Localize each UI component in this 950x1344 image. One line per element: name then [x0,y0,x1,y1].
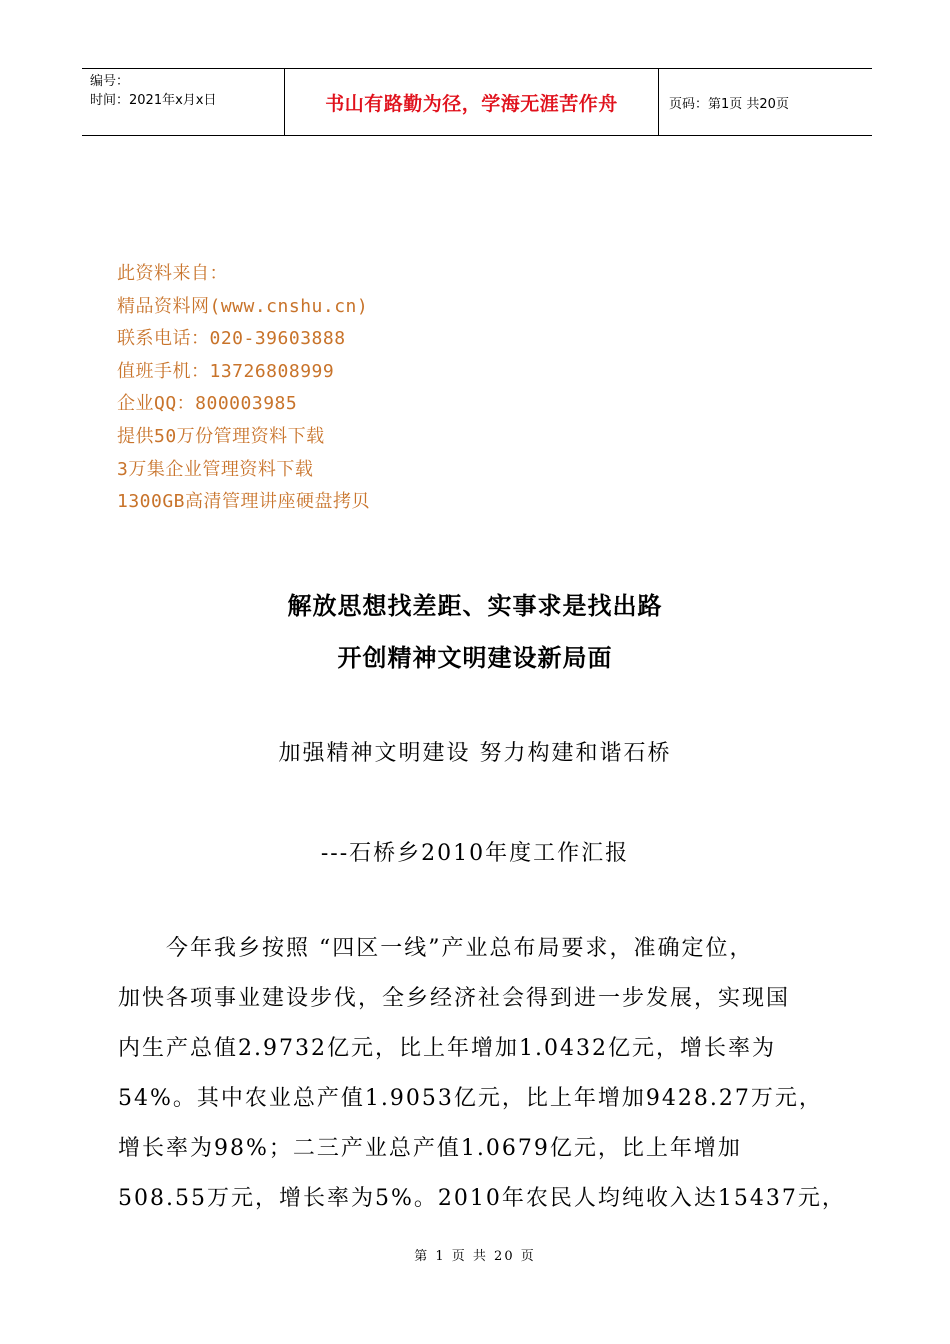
page-header [82,68,872,136]
header-motto: 书山有路勤为径，学海无涯苦作舟 [285,69,659,135]
promo-line: 联系电话：020-39603888 [117,328,346,350]
body-line: 今年我乡按照 “四区一线”产业总布局要求，准确定位， [118,936,754,961]
promo-line: 3万集企业管理资料下载 [117,458,314,480]
body-paragraph [118,924,846,1224]
body-line: 加快各项事业建设步伐，全乡经济社会得到进一步发展，实现国 [118,986,791,1011]
promo-line: 此资料来自： [117,263,228,284]
document-title-line2: 开创精神文明建设新局面 [337,644,613,672]
promo-line: 值班手机：13726808999 [117,360,335,382]
header-page-info: 页码：第1页 共20页 [669,96,789,112]
promo-line: 企业QQ：800003985 [117,393,298,415]
body-line: 增长率为98%；二三产业总产值1.0679亿元，比上年增加 [118,1136,742,1161]
document-subtitle: 加强精神文明建设 努力构建和谐石桥 [278,741,672,766]
header-meta [82,69,285,135]
document-title-line1: 解放思想找差距、实事求是找出路 [287,592,663,620]
page-footer: 第 1 页 共 20 页 [414,1249,536,1264]
promo-line: 提供50万份管理资料下载 [117,425,325,447]
document-number-label: 编号： [90,74,130,89]
document-time-label: 时间：2021年x月x日 [90,93,217,108]
promo-line: 1300GB高清管理讲座硬盘拷贝 [117,491,371,513]
report-name: ---石桥乡2010年度工作汇报 [320,841,630,866]
source-info-block [117,258,370,519]
body-line: 508.55万元，增长率为5%。2010年农民人均纯收入达15437元， [118,1186,846,1211]
promo-line: 精品资料网(www.cnshu.cn) [117,295,369,317]
body-line: 54%。其中农业总产值1.9053亿元，比上年增加9428.27万元， [118,1086,823,1111]
body-line: 内生产总值2.9732亿元，比上年增加1.0432亿元，增长率为 [118,1036,776,1061]
